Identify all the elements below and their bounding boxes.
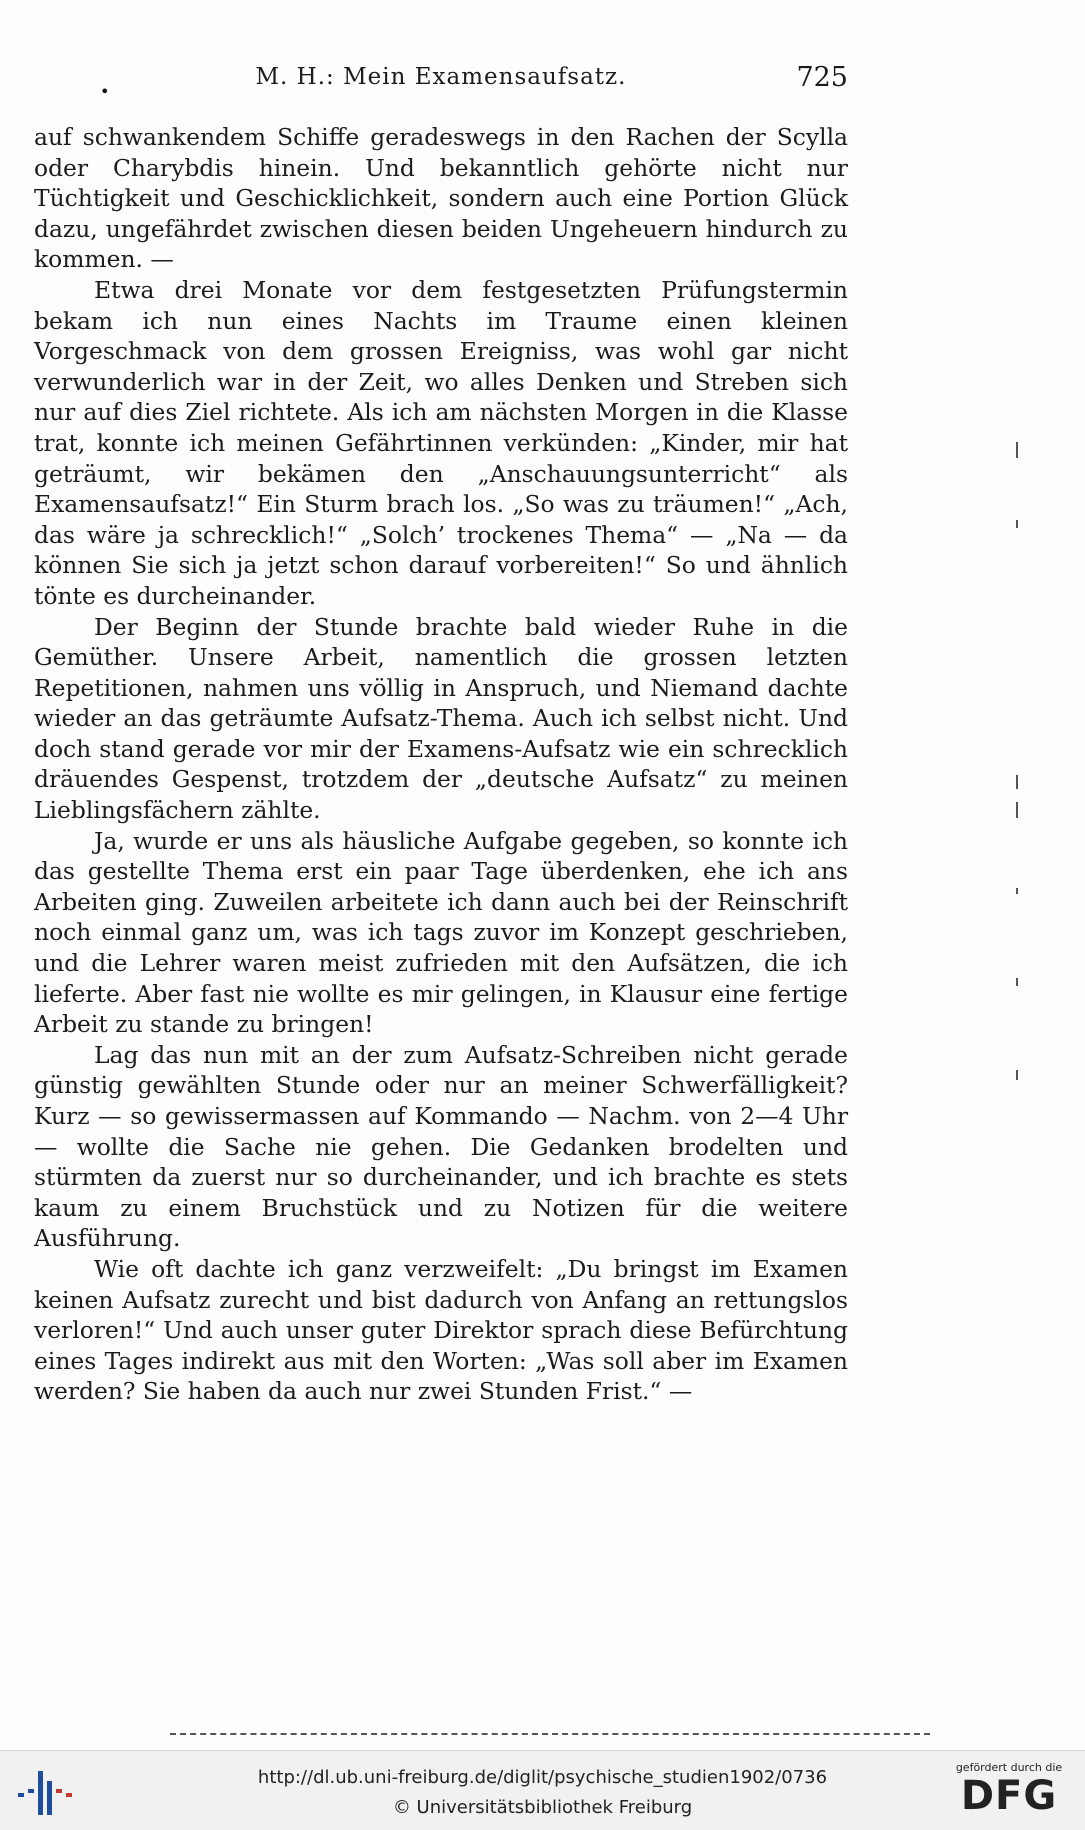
dfg-funding-logo	[949, 1761, 1069, 1823]
running-title: M. H.: Mein Examensaufsatz.	[255, 64, 627, 90]
paragraph: Lag das nun mit an der zum Aufsatz-Schreiben nicht gerade günstig gewählten Stunde oder nur an meiner Schwerfälligkeit? Kurz — so gewissermassen auf Kommando — Nachm. von 2—4 Uhr — wollte die Sache nie gehen. Die Gedanken brodelten und stürmten da zuerst nur so durcheinander, und ich brachte es stets kaum zu einem Bruchstück und zu Notizen für die weitere Ausführung.	[34, 1040, 848, 1253]
page-number: 725	[796, 62, 848, 93]
dfg-logo-icon: DFG	[960, 1773, 1058, 1819]
margin-scan-marks	[1010, 430, 1030, 1130]
running-head	[34, 60, 848, 100]
bullet-mark: •	[100, 82, 110, 101]
footer-bar	[0, 1750, 1085, 1830]
paragraph: Wie oft dachte ich ganz verzweifelt: „Du bringst im Examen keinen Aufsatz zurecht und bist dadurch von Anfang an rettungslos verloren!“ Und auch unser guter Direktor sprach diese Befürchtung eines Tages indirekt aus mit den Worten: „Was soll aber im Examen werden? Sie haben da auch nur zwei Stunden Frist.“ —	[34, 1254, 848, 1406]
article-body	[34, 122, 848, 1407]
paragraph: Der Beginn der Stunde brachte bald wieder Ruhe in die Gemüther. Unsere Arbeit, namentlich die grossen letzten Repetitionen, nahmen uns völlig in Anspruch, und Niemand dachte wieder an das geträumte Aufsatz-Thema. Auch ich selbst nicht. Und doch stand gerade vor mir der Examens-Aufsatz wie ein schrecklich dräuendes Gespenst, trotzdem der „deutsche Aufsatz“ zu meinen Lieblingsfächern zählte.	[34, 612, 848, 825]
paragraph: Etwa drei Monate vor dem festgesetzten Prüfungstermin bekam ich nun eines Nachts im Traume einen kleinen Vorgeschmack von dem grossen Ereigniss, was wohl gar nicht verwunderlich war in der Zeit, wo alles Denken und Streben sich nur auf dies Ziel richtete. Als ich am nächsten Morgen in die Klasse trat, konnte ich meinen Gefährtinnen verkünden: „Kinder, mir hat geträumt, wir bekämen den „Anschauungsunterricht“ als Examensaufsatz!“ Ein Sturm brach los. „So was zu träumen!“ „Ach, das wäre ja schrecklich!“ „Solch’ trockenes Thema“ — „Na — da können Sie sich ja jetzt schon darauf vorbereiten!“ So und ähnlich tönte es durcheinander.	[34, 275, 848, 610]
funding-caption: gefördert durch die	[955, 1761, 1063, 1774]
paragraph: auf schwankendem Schiffe geradeswegs in den Rachen der Scylla oder Charybdis hinein. Und bekanntlich gehörte nicht nur Tüchtigkeit und Geschicklichkeit, sondern auch eine Portion Glück dazu, ungefährdet zwischen diesen beiden Ungeheuern hindurch zu kommen. —	[34, 123, 848, 274]
copyright-notice: © Universitätsbibliothek Freiburg	[392, 1797, 693, 1818]
source-url-link[interactable]: http://dl.ub.uni-freiburg.de/diglit/psychische_studien1902/0736	[257, 1767, 828, 1788]
bottom-rule	[170, 1733, 930, 1735]
paragraph: Ja, wurde er uns als häusliche Aufgabe gegeben, so konnte ich das gestellte Thema erst ein paar Tage überdenken, ehe ich ans Arbeiten ging. Zuweilen arbeitete ich dann auch bei der Reinschrift noch einmal ganz um, was ich tags zuvor im Konzept geschrieben, und die Lehrer waren meist zufrieden mit den Aufsätzen, die ich lieferte. Aber fast nie wollte es mir gelingen, in Klausur eine fertige Arbeit zu stande zu bringen!	[34, 826, 848, 1039]
